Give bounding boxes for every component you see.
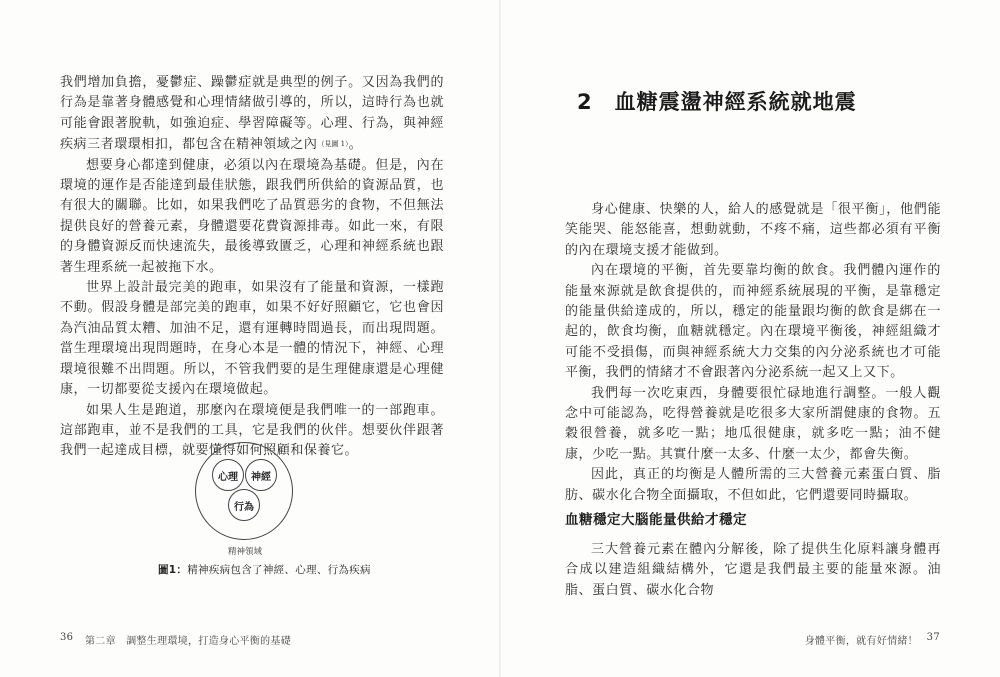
chapter-heading [577,86,857,116]
figure-reference: （見圖 1） [317,140,349,149]
right-body-text-2 [565,540,941,601]
right-paragraph-5: 三大營養元素在體內分解後，除了提供生化原料讓身體再合成以建造組織結構外，它還是我們最主要的能量來源。油脂、蛋白質、碳水化合物 [565,542,941,598]
right-paragraph-3: 我們每一次吃東西，身體要很忙碌地進行調整。一般人觀念中可能認為，吃得營養就是吃很多大家所謂健康的食物。五穀很營養，就多吃一點；地瓜很健康，就多吃一點；油不健康，少吃一點。其實什麼一太多、什麼一太少，都會失衡。 [565,385,941,462]
left-paragraph-4: 如果人生是跑道，那麼內在環境便是我們唯一的一部跑車。這部跑車，並不是我們的工具，它是我們的伙伴。想要伙伴跟著我們一起達成目標，就要懂得如何照顧和保養它。 [60,402,444,459]
right-running-footer: 身體平衡，就有好情緒！ [804,636,918,647]
left-page [0,0,499,677]
venn-figure [195,442,295,542]
left-paragraph-3: 世界上設計最完美的跑車，如果沒有了能量和資源，一樣跑不動。假設身體是部完美的跑車，如果不好好照顧它，它也會因為汽油品質太糟、加油不足，還有運轉時間過長，而出現問題。當生理環境出現問題時，在身心本是一體的情況下，神經、心理環境很難不出問題。所以，不管我們要的是生理健康還是心理健康，一切都要從支援內在環境做起。 [60,280,444,398]
left-paragraph-2: 想要身心都達到健康，必須以內在環境為基礎。但是，內在環境的運作是否能達到最佳狀態，跟我們所供給的資源品質，也有很大的關聯。比如，如果我們吃了品質惡劣的食物，不但無法提供良好的營養元素，身體還要花費資源排毒。如此一來，有限的身體資源反而快速流失，最後導致匱乏，心理和神經系統也跟著生理系統一起被拖下水。 [60,157,444,275]
right-page [501,0,1000,677]
right-paragraph-4: 因此，真正的均衡是人體所需的三大營養元素蛋白質、脂肪、碳水化合物全面攝取，不但如此，它們還要同時攝取。 [565,467,941,503]
right-paragraph-2: 內在環境的平衡，首先要靠均衡的飲食。我們體內運作的能量來源就是飲食提供的，而神經系統展現的平衡，是靠穩定的能量供給達成的，所以，穩定的能量跟均衡的飲食是綁在一起的，飲食均衡，血糖就穩定。內在環境平衡後，神經組織才可能不受損傷，而與神經系統大力交集的內分泌系統也才可能平衡，我們的情緒才不會跟著內分泌系統一起又上又下。 [565,263,941,381]
circle-psychology: 心理 [212,459,244,491]
chapter-number: 2 [577,90,593,114]
circle-neurology: 神經 [245,459,277,491]
left-paragraph-1: 我們增加負擔，憂鬱症、躁鬱症就是典型的例子。又因為我們的行為是靠著身體感覺和心理情緒做引導的，所以，這時行為也就可能會跟著脫軌，如強迫症、學習障礙等。心理、行為，與神經疾病三者環環相扣，都包含在精神領域之內（見圖 1）。 [60,75,444,153]
left-page-number: 36 [60,632,74,643]
right-page-number: 37 [926,632,940,643]
circle-behavior: 行為 [228,489,260,521]
figure-caption: 圖1：精神疾病包含了神經、心理、行為疾病 [158,564,371,576]
section-subheading: 血糖穩定大腦能量供給才穩定 [565,512,747,528]
left-running-footer: 第二章 調整生理環境，打造身心平衡的基礎 [85,636,291,647]
right-body-text [565,200,941,506]
chapter-title: 血糖震盪神經系統就地震 [614,90,857,114]
left-body-text [60,73,444,462]
right-paragraph-1: 身心健康、快樂的人，給人的感覺就是「很平衡」，他們能笑能哭、能怒能喜，想動就動，不疼不痛，這些都必須有平衡的內在環境支援才能做到。 [565,202,941,258]
figure-label: 精神領域 [227,547,262,557]
